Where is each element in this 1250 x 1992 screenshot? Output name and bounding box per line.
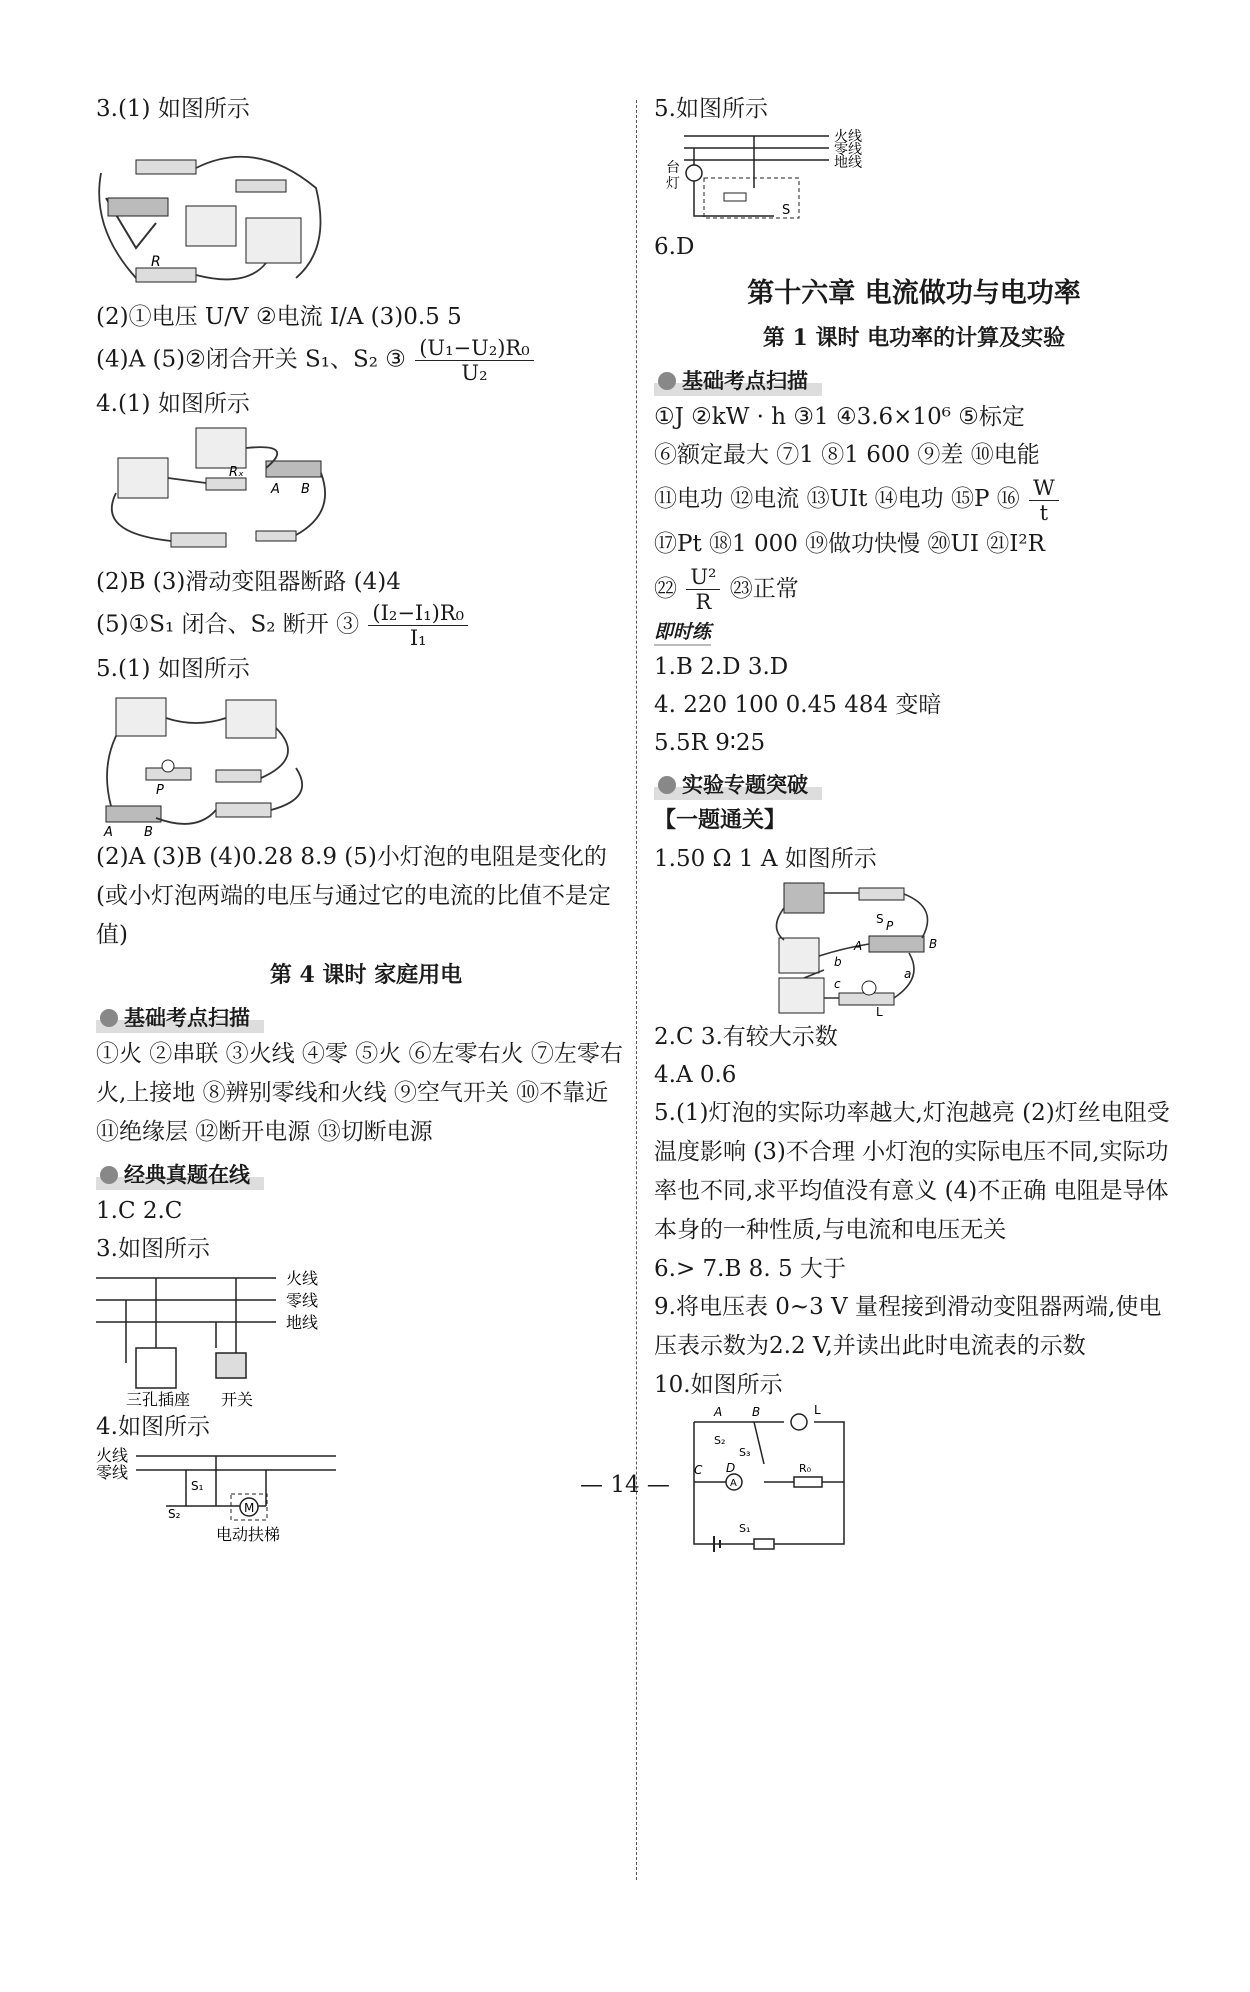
r-q5-label-neutral: 零线 bbox=[834, 142, 862, 158]
classic-section-title: 经典真题在线 bbox=[124, 1163, 250, 1187]
q5-label-p: P bbox=[156, 783, 164, 798]
r-basic-2: ⑥额定最大 ⑦1 ⑧1 600 ⑨差 ⑩电能 bbox=[654, 442, 1040, 468]
r-basic-3 bbox=[654, 474, 1174, 525]
c4-label-motor: M bbox=[244, 1501, 255, 1515]
exp-4: 4.A 0.6 bbox=[654, 1061, 737, 1088]
bracket-heading: 【一题通关】 bbox=[654, 807, 787, 833]
lesson1-title: 第 1 课时 电功率的计算及实验 bbox=[762, 325, 1066, 351]
c3-label-neutral: 零线 bbox=[286, 1291, 319, 1310]
q3-answer-2: (2)①电压 U/V ②电流 I/A (3)0.5 5 bbox=[96, 304, 462, 330]
q3-fraction-numerator: (U₁−U₂)R₀ bbox=[415, 336, 533, 361]
section-icon bbox=[658, 372, 676, 390]
exp10-label-d: D bbox=[726, 1460, 736, 1475]
c4-label-fire: 火线 bbox=[96, 1446, 129, 1465]
c4-label-neutral: 零线 bbox=[96, 1463, 129, 1482]
exp10-label-s3: S₃ bbox=[739, 1445, 751, 1459]
r-basic-section-title: 基础考点扫描 bbox=[682, 369, 808, 393]
q3-answer-4 bbox=[96, 336, 636, 385]
w-over-t-numerator: W bbox=[1029, 476, 1059, 501]
exp-2-3: 2.C 3.有较大示数 bbox=[654, 1023, 838, 1050]
r-q5-label-tai: 台 bbox=[666, 160, 680, 176]
r-basic-4: ⑰Pt ⑱1 000 ⑲做功快慢 ⑳UI ㉑I²R bbox=[654, 530, 1045, 557]
u2-over-r-fraction bbox=[686, 565, 720, 614]
q3-head: 3.(1) 如图所示 bbox=[96, 96, 250, 122]
c3-label-socket: 三孔插座 bbox=[126, 1390, 191, 1408]
r-q5-label-deng: 灯 bbox=[666, 176, 680, 192]
q4-head: 4.(1) 如图所示 bbox=[96, 391, 250, 417]
exp1-label-bwire: b bbox=[834, 954, 842, 969]
exp-9: 9.将电压表 0~3 V 量程接到滑动变阻器两端,使电压表示数为2.2 V,并读出此时电流表的示数 bbox=[654, 1293, 1162, 1359]
exp10-label-l: L bbox=[814, 1403, 821, 1417]
exp-1: 1.50 Ω 1 A 如图所示 bbox=[654, 845, 877, 872]
exp1-label-a: A bbox=[854, 938, 863, 953]
q5-head: 5.(1) 如图所示 bbox=[96, 656, 250, 682]
r-q6: 6.D bbox=[654, 234, 695, 260]
q4-answer-5 bbox=[96, 601, 636, 650]
q3-fraction bbox=[415, 336, 533, 385]
exp-section-heading bbox=[654, 768, 822, 800]
exp1-label-c: c bbox=[834, 976, 841, 991]
classic-answers-1-2: 1.C 2.C bbox=[96, 1198, 183, 1224]
q4-fraction-numerator: (I₂−I₁)R₀ bbox=[368, 601, 468, 626]
basic-answers: ①火 ②串联 ③火线 ④零 ⑤火 ⑥左零右火 ⑦左零右火,上接地 ⑧辨别零线和火线 ⑨空气开关 ⑩不靠近 ⑪绝缘层 ⑫断开电源 ⑬切断电源 bbox=[96, 1041, 623, 1145]
exp10-label-b: B bbox=[752, 1404, 761, 1419]
r-q5-label-ground: 地线 bbox=[834, 155, 862, 171]
right-column bbox=[654, 90, 1174, 1564]
exp10-label-a: A bbox=[714, 1404, 723, 1419]
lesson4-title: 第 4 课时 家庭用电 bbox=[269, 962, 463, 988]
q4-label-rx: Rₓ bbox=[229, 465, 244, 480]
exp10-label-c: C bbox=[694, 1462, 703, 1477]
exp-1-circuit-figure bbox=[654, 878, 1074, 1018]
q5-circuit-figure bbox=[96, 688, 336, 838]
q4-circuit-figure bbox=[96, 423, 336, 563]
practice-title: 即时练 bbox=[654, 617, 711, 646]
classic-3-head: 3.如图所示 bbox=[96, 1236, 210, 1262]
basic-section-title: 基础考点扫描 bbox=[124, 1006, 250, 1030]
c4-label-escalator: 电动扶梯 bbox=[216, 1525, 281, 1544]
rx-label: R bbox=[151, 254, 161, 270]
q4-label-b: B bbox=[301, 482, 310, 497]
r-basic-5-prefix: ㉒ bbox=[654, 575, 677, 602]
exp10-label-ammeter: A bbox=[730, 1477, 737, 1489]
classic-4-head: 4.如图所示 bbox=[96, 1414, 210, 1440]
left-column bbox=[96, 90, 636, 1546]
c3-label-fire: 火线 bbox=[286, 1269, 319, 1288]
r-basic-section-heading bbox=[654, 364, 822, 396]
q5-label-a: A bbox=[104, 825, 113, 838]
r-q5-wiring-figure bbox=[654, 128, 894, 228]
q4-label-a: A bbox=[271, 482, 280, 497]
practice-1-3: 1.B 2.D 3.D bbox=[654, 653, 789, 680]
u2-over-r-numerator: U² bbox=[686, 565, 720, 590]
exp10-label-s1: S₁ bbox=[739, 1521, 751, 1535]
q5-answer: (2)A (3)B (4)0.28 8.9 (5)小灯泡的电阻是变化的(或小灯泡两端的电压与通过它的电流的比值不是定值) bbox=[96, 844, 611, 948]
exp10-label-r0: R₀ bbox=[799, 1461, 812, 1475]
u2-over-r-denominator: R bbox=[695, 590, 712, 614]
q5-label-b: B bbox=[144, 825, 153, 838]
c3-label-switch: 开关 bbox=[221, 1390, 254, 1408]
r-basic-5-suffix: ㉓正常 bbox=[729, 575, 799, 602]
column-divider bbox=[636, 100, 637, 1880]
r-basic-5 bbox=[654, 563, 1174, 615]
exp-section-title: 实验专题突破 bbox=[682, 772, 808, 797]
q4-answer-2: (2)B (3)滑动变阻器断路 (4)4 bbox=[96, 569, 401, 595]
classic-3-wiring-figure bbox=[96, 1268, 396, 1408]
r-basic-1: ①J ②kW · h ③1 ④3.6×10⁶ ⑤标定 bbox=[654, 404, 1025, 430]
exp1-label-b: B bbox=[929, 936, 938, 951]
r-basic-3-text: ⑪电功 ⑫电流 ⑬UIt ⑭电功 ⑮P ⑯ bbox=[654, 486, 1020, 512]
classic-section-heading bbox=[96, 1158, 264, 1190]
q4-answer-5-text: (5)①S₁ 闭合、S₂ 断开 ③ bbox=[96, 611, 360, 638]
c4-label-s1: S₁ bbox=[191, 1479, 204, 1493]
chapter-title: 第十六章 电流做功与电功率 bbox=[747, 278, 1081, 309]
c3-label-ground: 地线 bbox=[286, 1313, 319, 1332]
q4-fraction bbox=[368, 601, 468, 650]
practice-5: 5.5R 9∶25 bbox=[654, 729, 766, 756]
r-q5-label-s: S bbox=[782, 203, 791, 218]
exp-6-8: 6.> 7.B 8. 5 大于 bbox=[654, 1255, 846, 1282]
w-over-t-denominator: t bbox=[1039, 500, 1049, 525]
basic-section-heading bbox=[96, 1001, 264, 1033]
exp1-label-awire: a bbox=[904, 966, 912, 981]
q3-fraction-denominator: U₂ bbox=[461, 361, 488, 385]
section-icon bbox=[100, 1009, 118, 1027]
q3-answer-4-text: (4)A (5)②闭合开关 S₁、S₂ ③ bbox=[96, 346, 406, 373]
exp1-label-p: P bbox=[886, 918, 894, 933]
q3-circuit-figure bbox=[96, 128, 336, 298]
exp-5: 5.(1)灯泡的实际功率越大,灯泡越亮 (2)灯丝电阻受温度影响 (3)不合理 小灯泡的实际电压不同,实际功率也不同,求平均值没有意义 (4)不正确 电阻是导体本身的一种性质,与电流和电压无关 bbox=[654, 1099, 1170, 1243]
section-icon bbox=[658, 776, 676, 794]
page-number: — 14 — bbox=[580, 1472, 670, 1498]
w-over-t-fraction bbox=[1029, 476, 1059, 525]
exp10-label-s2: S₂ bbox=[714, 1433, 726, 1447]
r-q5-label-fire: 火线 bbox=[834, 129, 862, 145]
exp1-label-l: L bbox=[876, 1004, 883, 1018]
exp1-label-s: S bbox=[876, 911, 884, 926]
r-q5-head: 5.如图所示 bbox=[654, 96, 768, 122]
section-icon bbox=[100, 1166, 118, 1184]
exp-10: 10.如图所示 bbox=[654, 1371, 783, 1398]
practice-4: 4. 220 100 0.45 484 变暗 bbox=[654, 691, 942, 718]
q4-fraction-denominator: I₁ bbox=[409, 626, 427, 650]
c4-label-s2: S₂ bbox=[168, 1507, 181, 1521]
